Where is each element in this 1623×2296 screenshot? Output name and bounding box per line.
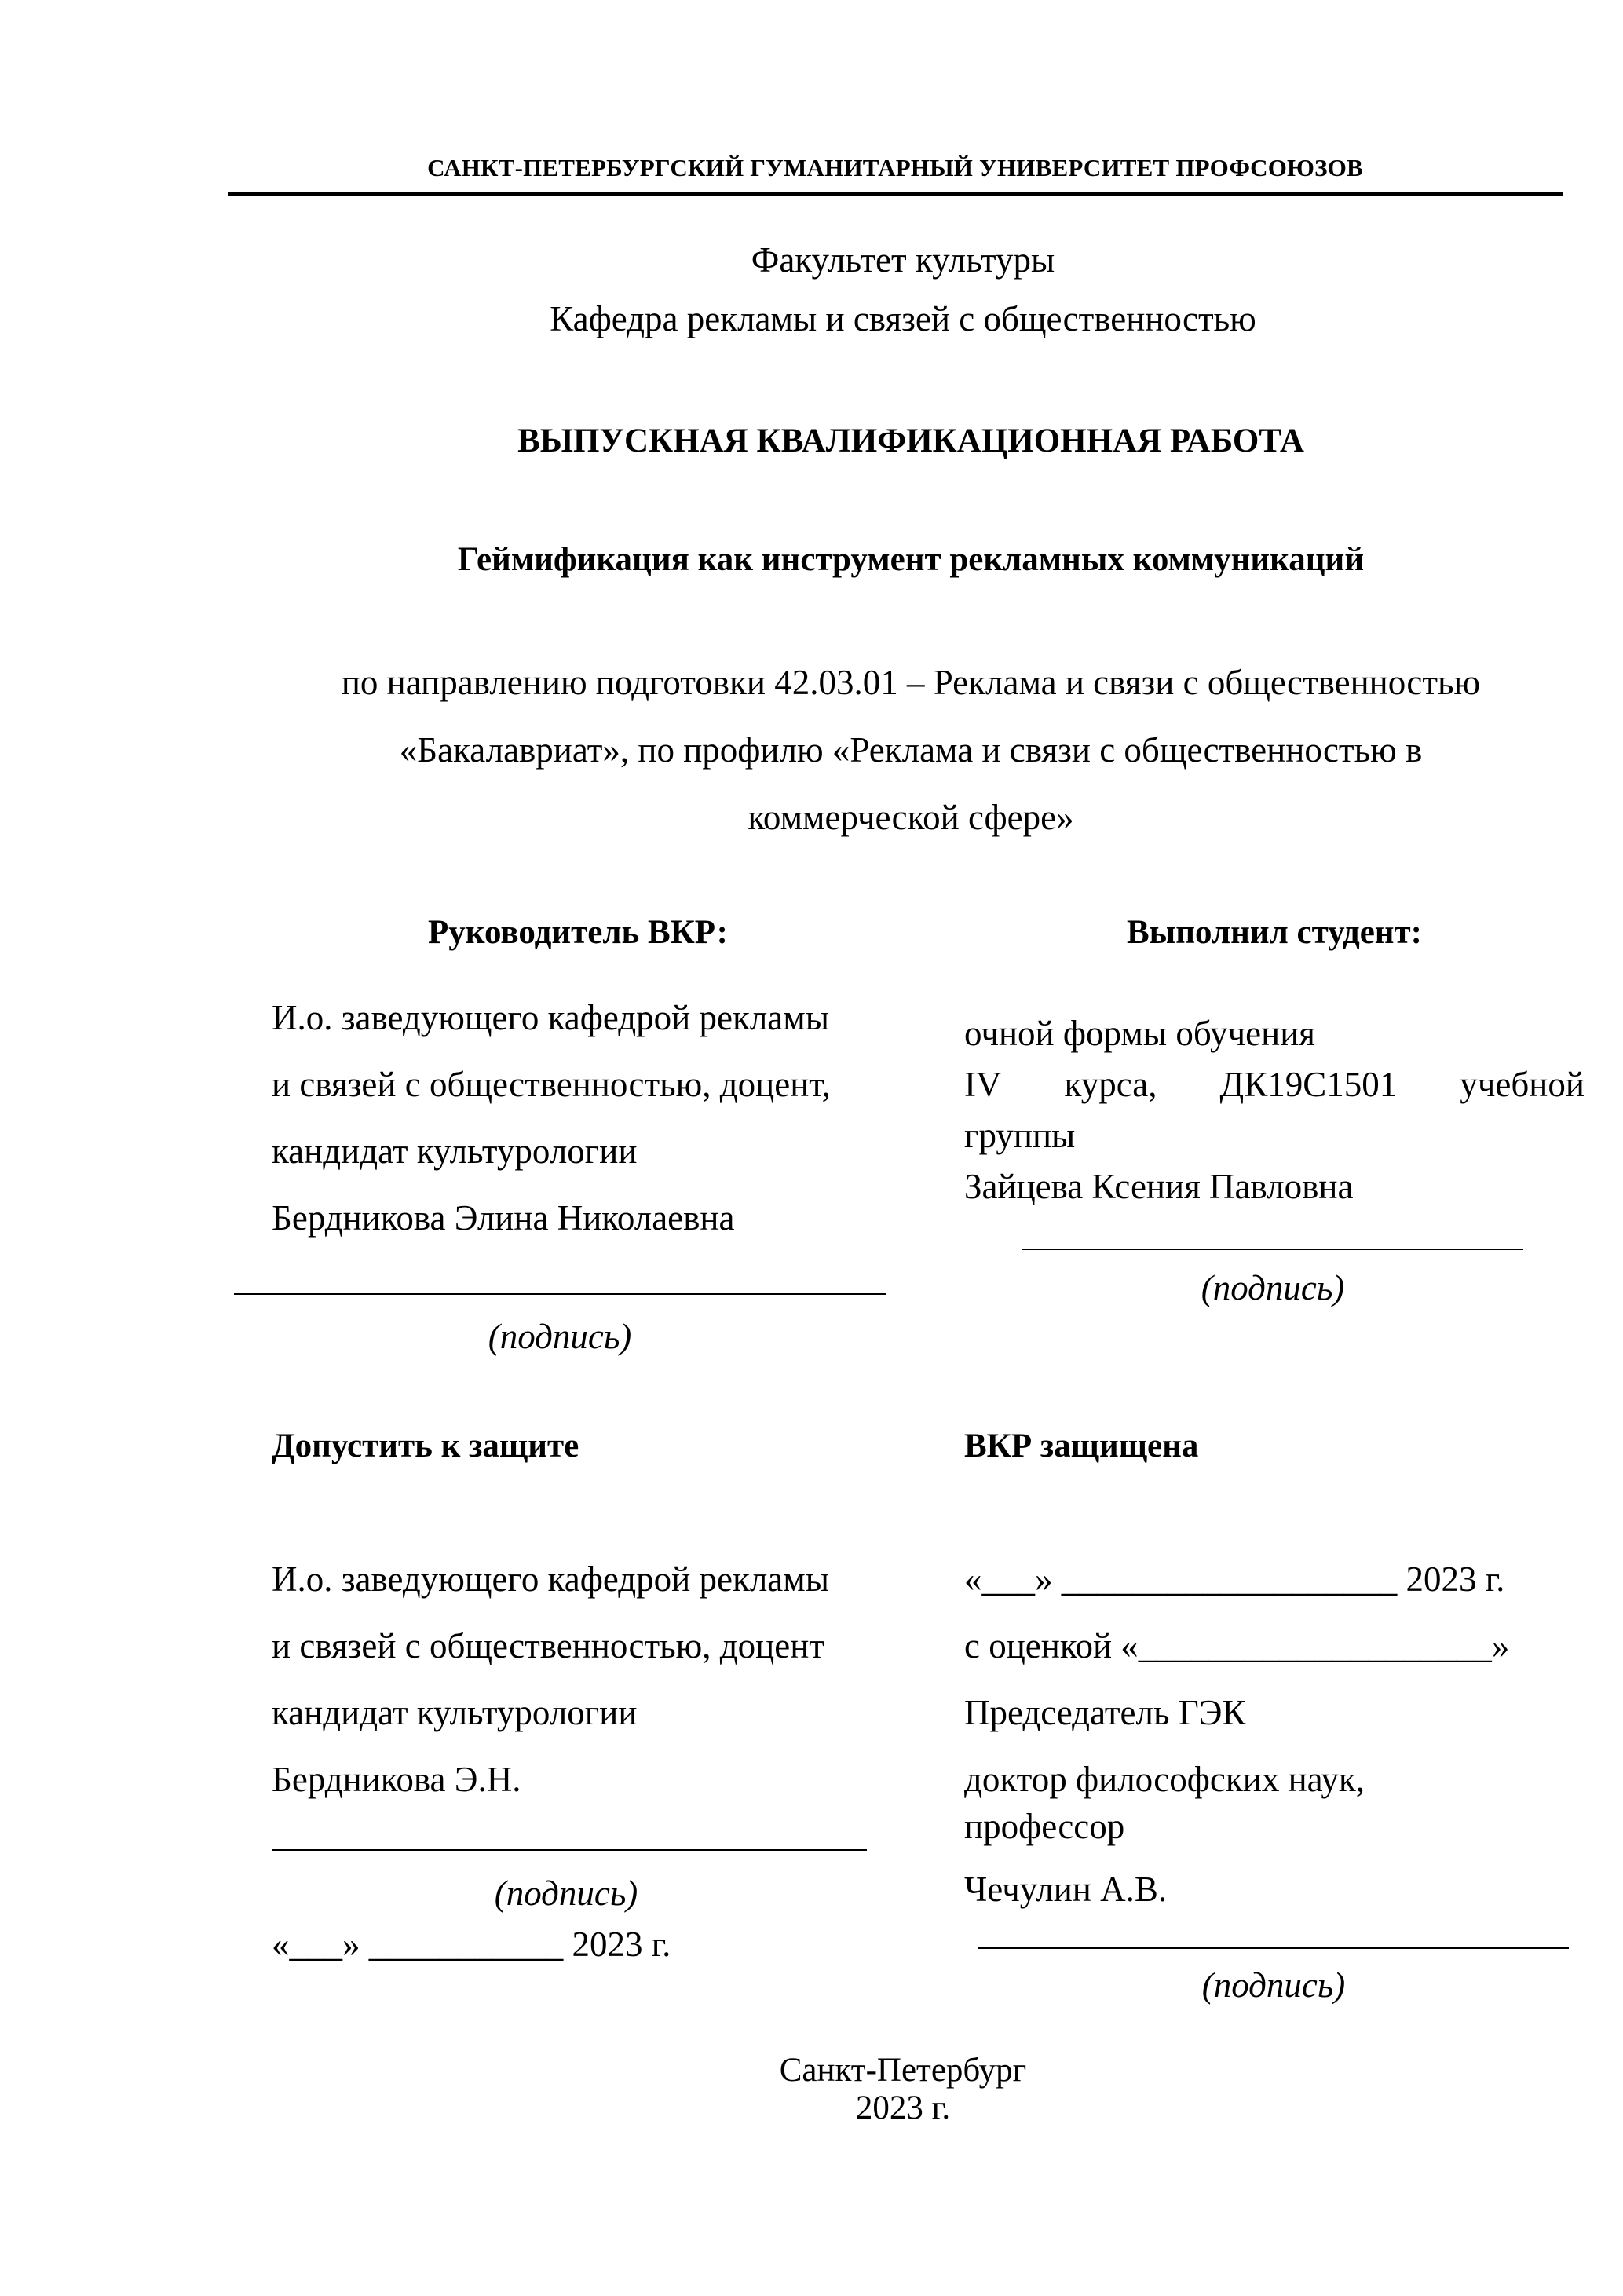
student-name: Зайцева Ксения Павловна — [964, 1167, 1354, 1206]
student-heading: Выполнил студент: — [1127, 914, 1422, 951]
admission-signature-caption: (подпись) — [494, 1874, 638, 1913]
supervisor-signature-line — [234, 1293, 886, 1295]
defense-chair-name: Чечулин А.В. — [964, 1870, 1168, 1909]
direction-line-1: по направлению подготовки 42.03.01 – Реклама и связи с общественностью — [341, 663, 1481, 702]
admission-date-line: «___» ___________ 2023 г. — [272, 1925, 671, 1964]
department-name: Кафедра рекламы и связей с общественностью — [550, 299, 1256, 338]
admission-line-3: кандидат культурологии — [272, 1693, 638, 1732]
student-course-group-row — [964, 1064, 1585, 1105]
defense-grade-line: с оценкой «____________________» — [964, 1626, 1510, 1665]
defense-signature-line — [978, 1947, 1569, 1949]
supervisor-heading: Руководитель ВКР: — [428, 914, 728, 951]
footer-year: 2023 г. — [855, 2089, 951, 2126]
student-course-word: курса, — [1064, 1065, 1157, 1104]
admission-name: Бердникова Э.Н. — [272, 1760, 521, 1799]
admission-line-1: И.о. заведующего кафедрой рекламы — [272, 1559, 829, 1599]
thesis-theme: Геймификация как инструмент рекламных коммуникаций — [457, 541, 1365, 578]
admission-heading: Допустить к защите — [272, 1428, 579, 1464]
defense-heading: ВКР защищена — [964, 1428, 1199, 1464]
defense-date-line: «___» ___________________ 2023 г. — [964, 1559, 1505, 1599]
supervisor-line-2: и связей с общественностью, доцент, — [272, 1065, 831, 1104]
defense-degree-line-2: профессор — [964, 1807, 1125, 1846]
direction-line-3: коммерческой сфере» — [748, 798, 1074, 837]
student-group-code: ДК19С1501 — [1219, 1065, 1398, 1104]
supervisor-signature-caption: (подпись) — [488, 1317, 632, 1356]
supervisor-line-1: И.о. заведующего кафедрой рекламы — [272, 998, 829, 1037]
faculty-name: Факультет культуры — [751, 240, 1055, 280]
header-divider — [228, 192, 1563, 196]
student-study-word: учебной — [1460, 1065, 1585, 1104]
defense-degree-line-1: доктор философских наук, — [964, 1760, 1365, 1799]
supervisor-name: Бердникова Элина Николаевна — [272, 1198, 735, 1238]
admission-line-2: и связей с общественностью, доцент — [272, 1626, 824, 1665]
student-group-word: группы — [964, 1116, 1076, 1155]
work-type-title: ВЫПУСКНАЯ КВАЛИФИКАЦИОННАЯ РАБОТА — [517, 422, 1304, 459]
direction-line-2: «Бакалавриат», по профилю «Реклама и связи с общественностью в — [399, 730, 1423, 770]
student-signature-line — [1022, 1249, 1523, 1250]
footer-city: Санкт-Петербург — [779, 2052, 1027, 2089]
student-study-form: очной формы обучения — [964, 1014, 1315, 1053]
university-name: САНКТ-ПЕТЕРБУРГСКИЙ ГУМАНИТАРНЫЙ УНИВЕРСИТЕТ ПРОФСОЮЗОВ — [427, 154, 1363, 181]
supervisor-line-3: кандидат культурологии — [272, 1132, 638, 1171]
student-signature-caption: (подпись) — [1201, 1268, 1345, 1307]
student-course-number: IV — [964, 1065, 1002, 1104]
defense-signature-caption: (подпись) — [1201, 1965, 1346, 2005]
admission-signature-line — [272, 1849, 867, 1851]
defense-chair-title: Председатель ГЭК — [964, 1693, 1246, 1732]
